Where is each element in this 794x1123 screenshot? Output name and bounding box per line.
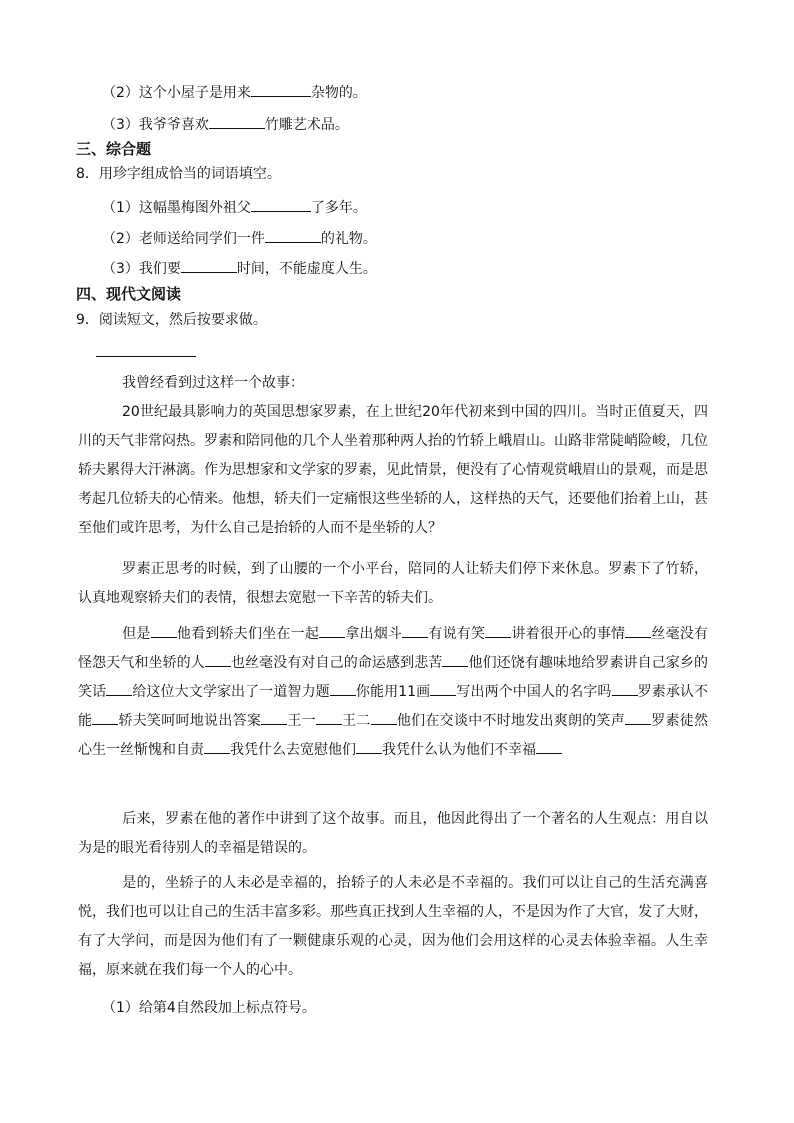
punctuation-blank[interactable] bbox=[151, 623, 177, 638]
paragraph-4-segment: 拿出烟斗 bbox=[345, 626, 403, 642]
paragraph-4-segment: 他们在交谈中不时地发出爽朗的笑声 bbox=[396, 713, 626, 729]
paragraph-5-text: 后来，罗素在他的著作中讲到了这个故事。而且，他因此得出了一个著名的人生观点：用自以为是的眼光看待别人的幸福是错误的。 bbox=[78, 811, 708, 856]
paragraph-4-segment: 你能用11画 bbox=[355, 684, 431, 700]
punctuation-blank[interactable] bbox=[485, 623, 511, 638]
q7-item-2-text-b: 杂物的。 bbox=[310, 85, 367, 101]
passage-paragraph-2 bbox=[78, 398, 708, 543]
paragraph-4-segment: 写出两个中国人的名字吗 bbox=[456, 684, 612, 700]
q8-item-1 bbox=[102, 197, 367, 217]
q8-item-3-text-b: 时间，不能虚度人生。 bbox=[236, 261, 377, 277]
punctuation-blank[interactable] bbox=[106, 681, 132, 696]
punctuation-blank[interactable] bbox=[92, 710, 118, 725]
answer-blank[interactable] bbox=[251, 82, 311, 97]
answer-blank[interactable] bbox=[209, 114, 265, 129]
punctuation-blank[interactable] bbox=[371, 710, 397, 725]
q7-item-3-text-a: （3）我爷爷喜欢 bbox=[102, 117, 209, 133]
passage-paragraph-5 bbox=[78, 805, 708, 863]
punctuation-blank[interactable] bbox=[356, 739, 382, 754]
section-4-title: 四、现代文阅读 bbox=[76, 285, 182, 303]
punctuation-blank[interactable] bbox=[330, 681, 356, 696]
q9-sub-1: （1）给第4自然段加上标点符号。 bbox=[102, 1000, 316, 1016]
q8-item-2-text-a: （2）老师送给同学们一件 bbox=[102, 231, 265, 247]
passage-paragraph-1 bbox=[78, 369, 708, 398]
q8-item-2 bbox=[102, 228, 377, 248]
q8-item-2-text-b: 的礼物。 bbox=[320, 231, 377, 247]
paragraph-3-text: 罗素正思考的时候，到了山腰的一个小平台，陪同的人让轿夫们停下来休息。罗素下了竹轿，认真地观察轿夫们的表情，很想去宽慰一下辛苦的轿夫们。 bbox=[78, 561, 708, 606]
paragraph-2-text: 20世纪最具影响力的英国思想家罗素，在上世纪20年代初来到中国的四川。当时正值夏天，四川的天气非常闷热。罗素和陪同他的几个人坐着那种两人抬的竹轿上峨眉山。山路非常陡峭险峻，几位轿夫累得大汗淋漓。作为思想家和文学家的罗素，见此情景，便没有了心情观赏峨眉山的景观，而是思考起几位轿夫的心情来。他想，轿夫们一定痛恨这些坐轿的人，这样热的天气，还要他们抬着上山，甚至他们或许思考，为什么自己是抬轿的人而不是坐轿的人？ bbox=[78, 404, 708, 536]
q8-item-3-text-a: （3）我们要 bbox=[102, 261, 181, 277]
punctuation-blank[interactable] bbox=[612, 681, 638, 696]
paragraph-4-segment: 也丝毫没有对自己的命运感到悲苦 bbox=[230, 655, 443, 671]
paragraph-4-segment: 他们还饶有趣味地给罗素讲自己家乡的笑话 bbox=[78, 655, 709, 700]
punctuation-blank[interactable] bbox=[625, 710, 651, 725]
punctuation-blank[interactable] bbox=[204, 739, 230, 754]
paragraph-1-text: 我曾经看到过这样一个故事： bbox=[122, 375, 304, 391]
punctuation-blank[interactable] bbox=[261, 710, 287, 725]
paragraph-4-segment: 有说有笑 bbox=[428, 626, 486, 642]
title-blank-line[interactable] bbox=[96, 356, 196, 357]
section-3-title: 三、综合题 bbox=[76, 140, 152, 158]
q8-item-3 bbox=[102, 258, 377, 278]
answer-blank[interactable] bbox=[251, 197, 311, 212]
q7-item-2 bbox=[102, 82, 367, 102]
paragraph-4-segment: 讲着很开心的事情 bbox=[511, 626, 626, 642]
paragraph-6-text: 是的，坐轿子的人未必是幸福的，抬轿子的人未必是不幸福的。我们可以让自己的生活充满喜悦，我们也可以让自己的生活丰富多彩。那些真正找到人生幸福的人，不是因为作了大官，发了大财，有了大学问，而是因为他们有了一颗健康乐观的心灵，因为他们会用这样的心灵去体验幸福。人生幸福，原来就在我们每一个人的心中。 bbox=[78, 875, 708, 978]
paragraph-4-segment: 他看到轿夫们坐在一起 bbox=[176, 626, 320, 642]
punctuation-blank[interactable] bbox=[625, 623, 651, 638]
paragraph-4-segment: 给这位大文学家出了一道智力题 bbox=[132, 684, 330, 700]
q8-item-1-text-b: 了多年。 bbox=[310, 200, 367, 216]
q7-item-3-text-b: 竹雕艺术品。 bbox=[264, 117, 349, 133]
answer-blank[interactable] bbox=[265, 228, 321, 243]
paragraph-4-segment: 但是 bbox=[122, 626, 151, 642]
paragraph-4-segment: 罗素承认不能 bbox=[78, 684, 709, 729]
q7-item-2-text-a: （2）这个小屋子是用来 bbox=[102, 85, 251, 101]
q7-item-3 bbox=[102, 114, 349, 134]
punctuation-blank[interactable] bbox=[205, 652, 231, 667]
passage-paragraph-4 bbox=[78, 620, 708, 765]
paragraph-4-segment: 我凭什么去宽慰他们 bbox=[230, 742, 356, 758]
q9-stem: 9．阅读短文，然后按要求做。 bbox=[76, 312, 267, 328]
punctuation-blank[interactable] bbox=[402, 623, 428, 638]
passage-paragraph-6 bbox=[78, 869, 708, 985]
paragraph-4-segment: 丝毫没有怪怨天气和坐轿的人 bbox=[78, 626, 709, 671]
paragraph-4-segment: 罗素徒然心生一丝惭愧和自责 bbox=[78, 713, 709, 758]
paragraph-4-segment: 轿夫笑呵呵地说出答案 bbox=[118, 713, 262, 729]
punctuation-blank[interactable] bbox=[442, 652, 468, 667]
punctuation-blank[interactable] bbox=[430, 681, 456, 696]
q8-stem: 8．用珍字组成恰当的词语填空。 bbox=[76, 166, 281, 182]
passage-paragraph-3 bbox=[78, 555, 708, 613]
punctuation-blank[interactable] bbox=[316, 710, 342, 725]
q8-item-1-text-a: （1）这幅墨梅图外祖父 bbox=[102, 200, 251, 216]
paragraph-4-segment: 王二 bbox=[341, 713, 371, 729]
paragraph-4-segment: 王一 bbox=[287, 713, 316, 729]
punctuation-blank[interactable] bbox=[319, 623, 345, 638]
answer-blank[interactable] bbox=[181, 258, 237, 273]
paragraph-4-segment: 我凭什么认为他们不幸福 bbox=[382, 742, 536, 758]
punctuation-blank[interactable] bbox=[536, 739, 562, 754]
